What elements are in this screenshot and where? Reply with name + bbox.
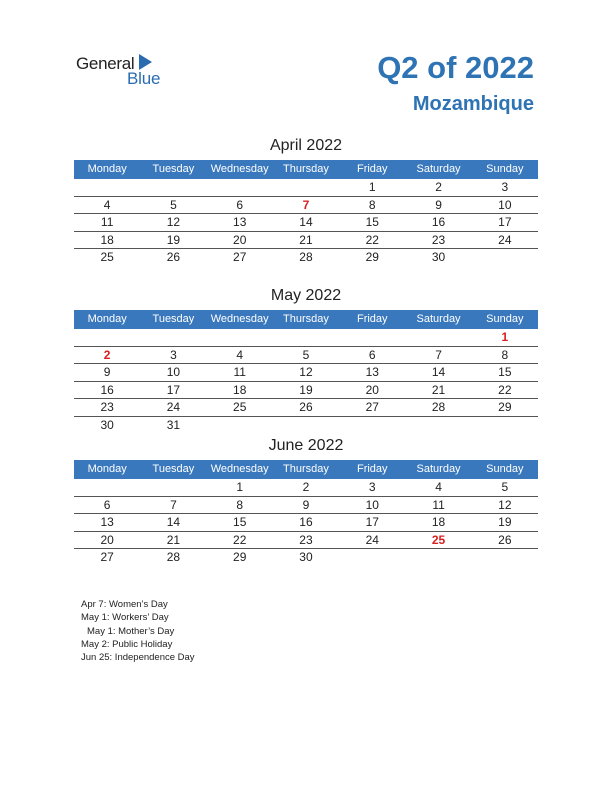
week-row [74,249,538,267]
day-cell: 21 [166,532,181,547]
holiday-list [81,598,195,664]
day-cell: 30 [299,550,313,564]
day-cell: 19 [166,232,181,247]
day-cell: 5 [501,480,509,494]
weekday-label: Saturday [416,463,461,475]
day-cell [339,417,405,435]
weekday-label: Saturday [416,163,461,175]
week-row [74,364,538,382]
week-row [74,382,538,400]
weekday-header [74,160,538,179]
logo-general-text: General [76,54,135,73]
day-cell: 30 [100,417,114,432]
day-cell: 28 [166,550,181,564]
day-cell: 2 [435,180,442,194]
day-cell: 25 [233,400,247,414]
weekday-label: Thursday [283,163,329,175]
day-cell [74,479,140,496]
weekday-label: Sunday [486,463,524,475]
day-cell: 12 [498,497,512,512]
day-cell: 15 [498,365,512,379]
day-cell: 5 [302,347,310,362]
week-row [74,214,538,232]
brand-logo [76,52,176,88]
day-cell: 24 [365,532,379,547]
weekday-label: Friday [356,313,388,325]
day-cell [74,329,140,346]
day-cell: 9 [435,197,442,212]
week-row [74,497,538,515]
day-cell: 22 [365,232,379,247]
week-row [74,232,538,250]
day-cell: 4 [435,480,442,494]
week-row [74,532,538,550]
holiday-day-cell: 1 [501,330,509,344]
day-cell: 24 [498,232,512,247]
week-row [74,549,538,567]
day-cell: 3 [368,480,376,494]
day-cell: 28 [431,400,446,414]
day-cell: 17 [166,382,181,397]
day-cell: 18 [431,515,446,529]
day-cell: 17 [365,515,379,529]
week-row [74,399,538,417]
weekday-label: Wednesday [210,313,269,325]
day-cell: 23 [100,400,114,414]
month-grid [74,329,538,434]
day-cell: 30 [431,250,446,264]
day-cell: 21 [431,382,446,397]
day-cell: 4 [103,197,111,212]
day-cell [339,549,405,567]
week-row [74,514,538,532]
day-cell: 27 [100,550,114,564]
day-cell: 7 [170,497,177,512]
day-cell: 12 [166,215,181,229]
week-row [74,197,538,215]
day-cell: 15 [233,515,247,529]
day-cell: 29 [498,400,512,414]
day-cell: 4 [236,347,244,362]
weekday-label: Monday [87,463,127,475]
day-cell: 5 [170,197,177,212]
day-cell: 12 [299,365,313,379]
holiday-item: Jun 25: Independence Day [81,652,195,664]
day-cell: 8 [501,347,509,362]
week-row [74,417,538,435]
day-cell: 13 [365,365,379,379]
day-cell [74,179,140,196]
weekday-label: Sunday [486,313,524,325]
country-name: Mozambique [412,93,534,115]
holiday-day-cell: 7 [302,197,310,212]
page-title: Q2 of 2022 [377,50,534,85]
day-cell: 20 [233,232,247,247]
day-cell: 14 [299,215,313,229]
day-cell: 16 [100,382,114,397]
weekday-label: Tuesday [152,463,195,475]
day-cell [405,549,471,567]
weekday-label: Wednesday [210,163,269,175]
month-title: April 2022 [269,137,343,154]
day-cell: 23 [431,232,446,247]
day-cell: 26 [299,400,313,414]
logo-flag-icon [139,54,152,70]
weekday-label: Tuesday [152,163,195,175]
day-cell: 1 [368,180,376,194]
day-cell: 27 [365,400,379,414]
day-cell: 17 [498,215,512,229]
day-cell: 19 [498,515,512,529]
holiday-item: May 2: Public Holiday [81,638,173,650]
day-cell: 8 [236,497,244,512]
day-cell: 27 [233,250,247,264]
day-cell: 20 [365,382,379,397]
weekday-label: Sunday [486,163,524,175]
month-title: May 2022 [270,287,342,304]
day-cell [207,417,273,435]
day-cell [207,329,273,346]
holiday-item: Apr 7: Women’s Day [81,599,168,610]
day-cell: 9 [302,497,310,512]
day-cell: 3 [170,347,177,362]
month-grid [74,179,538,267]
day-cell: 6 [103,497,111,512]
day-cell [140,329,206,346]
day-cell: 22 [233,532,247,547]
day-cell: 7 [435,347,442,362]
day-cell: 10 [498,197,512,212]
day-cell: 3 [501,180,509,194]
weekday-label: Friday [356,163,388,175]
weekday-header [74,310,538,329]
month-grid [74,479,538,567]
day-cell [472,549,538,567]
day-cell [405,329,471,346]
weekday-label: Tuesday [152,313,195,325]
day-cell: 23 [299,532,313,547]
day-cell [140,479,206,496]
day-cell: 11 [100,215,114,229]
day-cell: 25 [100,250,114,264]
day-cell: 20 [100,532,114,547]
weekday-label: Monday [87,313,127,325]
week-row [74,329,538,347]
day-cell: 10 [365,497,379,512]
weekday-label: Friday [356,463,388,475]
day-cell [273,179,339,196]
day-cell: 22 [498,382,512,397]
day-cell [405,417,471,435]
day-cell: 14 [166,515,181,529]
day-cell: 26 [498,532,512,547]
day-cell: 31 [166,417,181,432]
day-cell [273,329,339,346]
day-cell: 28 [299,250,313,264]
weekday-label: Thursday [283,313,329,325]
day-cell: 14 [431,365,446,379]
weekday-header [74,460,538,479]
day-cell [273,417,339,435]
weekday-label: Thursday [283,463,329,475]
day-cell: 18 [100,232,114,247]
weekday-label: Monday [87,163,127,175]
holiday-item: May 1: Workers’ Day [81,612,169,624]
day-cell: 11 [233,365,246,379]
day-cell [472,417,538,435]
week-row [74,479,538,497]
day-cell: 29 [365,250,379,264]
day-cell: 2 [302,480,310,494]
day-cell: 6 [236,197,244,212]
day-cell: 8 [368,197,376,212]
day-cell: 13 [233,215,247,229]
day-cell: 16 [431,215,446,229]
day-cell: 19 [299,382,313,397]
day-cell [472,249,538,267]
day-cell: 9 [103,365,111,379]
month-may [74,285,538,434]
month-april [74,135,538,267]
day-cell [140,179,206,196]
day-cell: 1 [236,480,244,494]
logo-blue-text: Blue [127,69,161,88]
day-cell: 29 [233,550,247,564]
day-cell: 21 [299,232,313,247]
day-cell [207,179,273,196]
day-cell: 11 [432,497,445,512]
day-cell: 13 [100,515,114,529]
week-row [74,347,538,365]
weekday-label: Saturday [416,313,461,325]
day-cell: 15 [365,215,379,229]
day-cell: 18 [233,382,247,397]
month-june [74,435,538,567]
holiday-day-cell: 25 [431,532,446,547]
day-cell: 6 [368,347,376,362]
day-cell [339,329,405,346]
day-cell: 10 [166,365,181,379]
day-cell: 26 [166,250,181,264]
holiday-day-cell: 2 [103,347,111,362]
week-row [74,179,538,197]
weekday-label: Wednesday [210,463,269,475]
month-title: June 2022 [268,437,344,454]
day-cell: 24 [166,400,181,414]
day-cell: 16 [299,515,313,529]
holiday-item: May 1: Mother’s Day [87,625,175,637]
